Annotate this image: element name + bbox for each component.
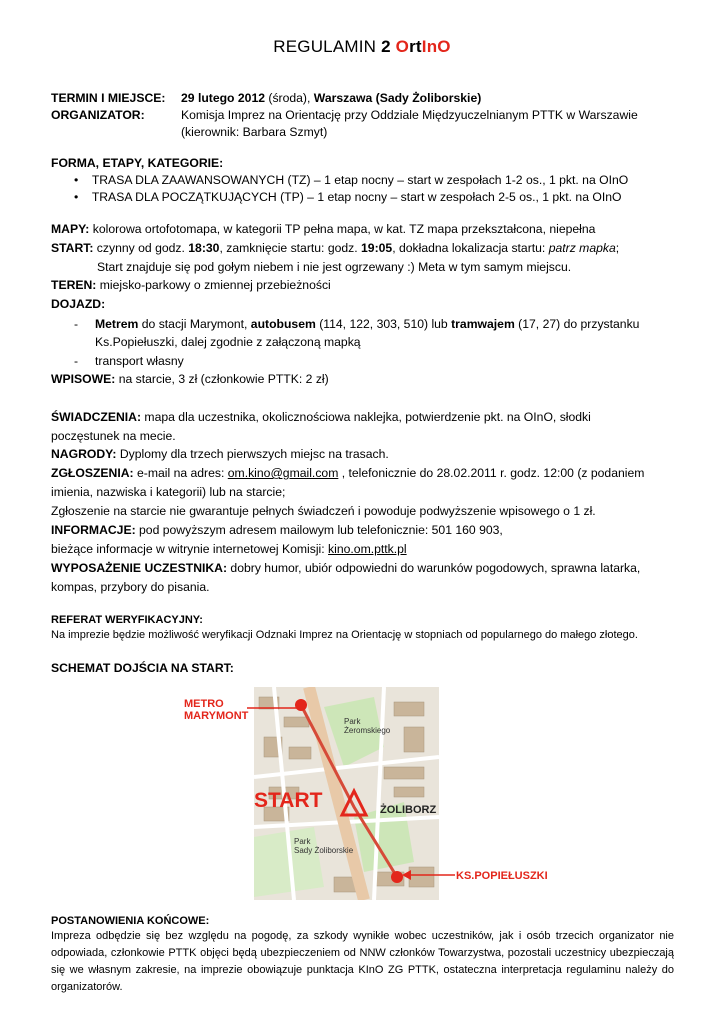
informacje-line2: bieżące informacje w witrynie internetowej Komisji: kino.om.pttk.pl bbox=[51, 542, 407, 556]
zgloszenia-line2: imienia, nazwiska i kategorii) lub na starcie; bbox=[51, 485, 286, 499]
postanowienia-label: POSTANOWIENIA KOŃCOWE: bbox=[51, 915, 210, 927]
dojazd-item-2: - transport własny bbox=[74, 354, 184, 368]
map-park-zeromskiego: Park Żeromskiego bbox=[344, 717, 391, 735]
title-number: 2 bbox=[381, 37, 391, 56]
title-in: In bbox=[421, 37, 438, 56]
title-rt: rt bbox=[409, 37, 422, 56]
informacje-row: INFORMACJE: pod powyższym adresem mailowym lub telefonicznie: 501 160 903, bbox=[51, 523, 503, 537]
mapy-row: MAPY: kolorowa ortofotomapa, w kategorii TP pełna mapa, w kat. TZ mapa przekształcona, niepełna bbox=[51, 222, 596, 236]
termin-place: Warszawa (Sady Żoliborskie) bbox=[313, 91, 482, 105]
swiadczenia-row: ŚWIADCZENIA: mapa dla uczestnika, okolicznościowa naklejka, potwierdzenie pkt. na OInO, słodki bbox=[51, 410, 591, 424]
swiadczenia-line2: poczęstunek na mecie. bbox=[51, 429, 176, 443]
website-link[interactable]: kino.om.pttk.pl bbox=[328, 542, 407, 556]
start-line2: Start znajduje się pod gołym niebem i nie jest ogrzewany :) Meta w tym samym miejscu. bbox=[97, 260, 572, 274]
wyposazenie-row: WYPOSAŻENIE UCZESTNIKA: dobry humor, ubiór odpowiedni do warunków pogodowych, sprawna latarka, bbox=[51, 561, 641, 575]
dojazd-label: DOJAZD: bbox=[51, 297, 106, 311]
map-start-label: START bbox=[254, 789, 323, 812]
map-zoliborz-label: ŻOLIBORZ bbox=[380, 804, 437, 816]
ks-popieluszki-label: KS.POPIEŁUSZKI bbox=[456, 870, 548, 882]
dojazd-item-1: - Metrem do stacji Marymont, autobusem (114, 122, 303, 510) lub tramwajem (17, 27) do przystanku bbox=[74, 317, 640, 331]
start-row: START: czynny od godz. 18:30, zamknięcie startu: godz. 19:05, dokładna lokalizacja startu: patrz mapka; bbox=[51, 241, 620, 255]
nagrody-row: NAGRODY: Dyplomy dla trzech pierwszych miejsc na trasach. bbox=[51, 447, 389, 461]
termin-day: (środa), bbox=[265, 91, 314, 105]
termin-label: TERMIN I MIEJSCE: bbox=[51, 91, 166, 105]
metro-label: METRO MARYMONT bbox=[184, 698, 249, 722]
schemat-label: SCHEMAT DOJŚCIA NA START: bbox=[51, 661, 234, 675]
termin-row bbox=[51, 89, 481, 107]
title-prefix: REGULAMIN bbox=[273, 37, 377, 56]
wpisowe-row: WPISOWE: na starcie, 3 zł (członkowie PTTK: 2 zł) bbox=[51, 372, 329, 386]
forma-item-tp: • TRASA DLA POCZĄTKUJĄCYCH (TP) – 1 etap nocny – start w zespołach 2-5 os., 1 pkt. na OInO bbox=[74, 190, 622, 204]
email-link[interactable]: om.kino@gmail.com bbox=[227, 466, 339, 480]
dojazd-item-1-cont: Ks.Popiełuszki, dalej zgodnie z załączoną mapką bbox=[95, 335, 361, 349]
zgloszenia-line3: Zgłoszenie na starcie nie gwarantuje pełnych świadczeń i powoduje podwyższenie wpisowego o 1 zł. bbox=[51, 504, 596, 518]
ks-arrow bbox=[402, 868, 457, 882]
referat-text: Na imprezie będzie możliwość weryfikacji Odznaki Imprez na Orientację w stopniach od popularnego do małego złotego. bbox=[51, 629, 638, 641]
title-o1: O bbox=[395, 37, 410, 56]
forma-label: FORMA, ETAPY, KATEGORIE: bbox=[51, 156, 224, 170]
page-title bbox=[0, 37, 724, 57]
title-o2: O bbox=[437, 37, 451, 56]
organizator-text: Komisja Imprez na Orientację przy Oddziale Międzyuczelnianym PTTK w Warszawie bbox=[181, 108, 638, 122]
organizator-kierownik: (kierownik: Barbara Szmyt) bbox=[181, 125, 328, 139]
wyposazenie-line2: kompas, przybory do pisania. bbox=[51, 580, 210, 594]
organizator-label: ORGANIZATOR: bbox=[51, 108, 145, 122]
postanowienia-text: Impreza odbędzie się bez względu na pogodę, za szkody wynikłe wobec uczestników, jak i osób trzecich organizator nie odpowiada, członkowie PTTK objęci będą ubezpieczeniem od NNW członków Towarzystwa, pozostali uczestnicy ubezpieczają się we własnym zakresie, na imprezie obowiązuje punktacja KInO ZG PTTK, ostateczna interpretacja regulaminu należy do organizatorów. bbox=[51, 930, 674, 993]
teren-row: TEREN: miejsko-parkowy o zmiennej przebieżności bbox=[51, 278, 331, 292]
termin-date: 29 lutego 2012 bbox=[181, 91, 265, 105]
referat-label: REFERAT WERYFIKACYJNY: bbox=[51, 614, 203, 626]
organizator-row bbox=[51, 106, 638, 124]
map-park-sady: Park Sady Żoliborskie bbox=[294, 837, 354, 855]
zgloszenia-row: ZGŁOSZENIA: e-mail na adres: om.kino@gmail.com , telefonicznie do 28.02.2011 r. godz. 12:00 (z podaniem bbox=[51, 466, 645, 480]
metro-arrow bbox=[247, 703, 307, 713]
forma-item-tz: • TRASA DLA ZAAWANSOWANYCH (TZ) – 1 etap nocny – start w zespołach 1-2 os., 1 pkt. na OInO bbox=[74, 173, 629, 187]
